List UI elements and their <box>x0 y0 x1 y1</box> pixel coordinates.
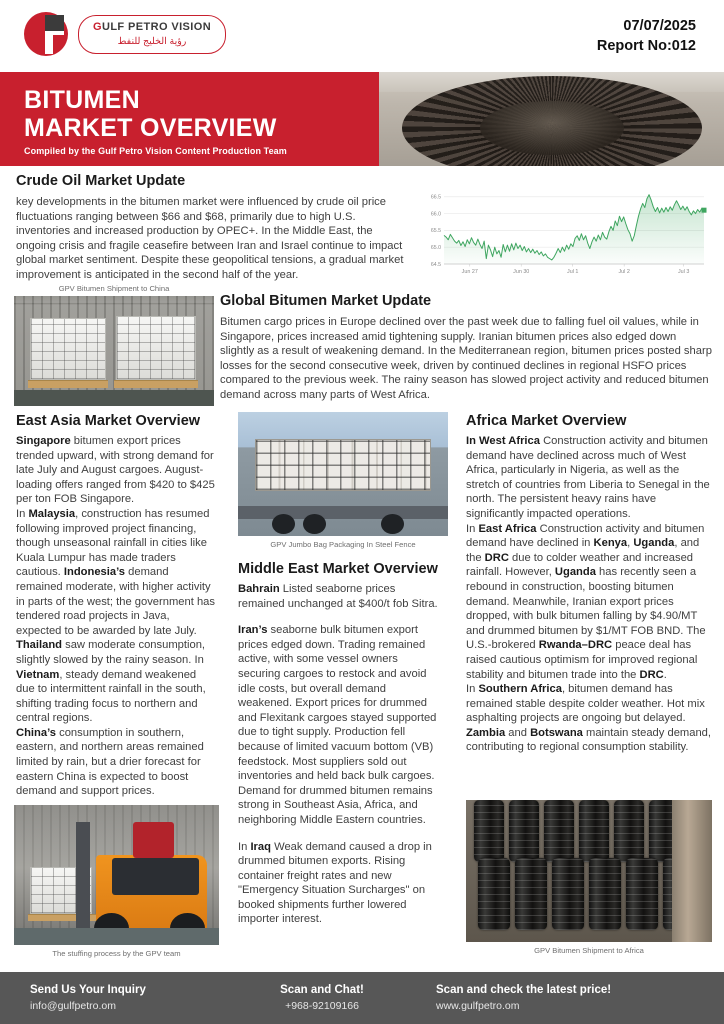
africa-bold-uganda-2: Uganda <box>554 566 596 579</box>
me-lead-iran: Iran’s <box>238 624 268 637</box>
middle-east-body-3 <box>238 840 443 928</box>
svg-text:64.5: 64.5 <box>430 261 441 268</box>
container-wall <box>672 800 712 942</box>
svg-text:Jun 27: Jun 27 <box>461 269 478 275</box>
africa-text-east-c: , and the <box>466 537 700 564</box>
banner-title <box>24 86 277 142</box>
africa-bold-uganda-1: Uganda <box>633 537 675 550</box>
photo-africa-block <box>466 800 712 956</box>
footer-price <box>436 972 656 1024</box>
africa-bold-zambia: Zambia <box>466 726 506 739</box>
global-bitumen-body: Bitumen cargo prices in Europe declined over the past week due to falling fuel oil values, while in Singapore, prices increased amid tightening supply. Iranian bitumen prices also edged down slightly as a result of weakening demand. In the Mediterranean region, bitumen prices posted sharp losses for the second consecutive week, driven by continued declines in regional HSFO prices compared to the previous week. The rainy season has slowed project activity and reduced bitumen demand across many parts of West Africa. <box>220 316 712 401</box>
middle-east-body-2 <box>238 623 443 827</box>
title-banner <box>0 72 724 166</box>
page-header <box>0 0 724 72</box>
report-meta <box>597 16 696 56</box>
africa-bold-drc-2: DRC <box>639 668 664 681</box>
africa-lead-east: East Africa <box>478 522 537 535</box>
east-asia-text-1: bitumen export prices trended upward, with strong demand for late July and August cargoes. August-loading offers ranged from $420 to $425 per ton FOB Singapore. <box>16 435 215 506</box>
bitumen-drum <box>478 858 510 930</box>
africa-text-south-b: and <box>505 726 531 739</box>
africa-text-east-d: due to colder weather and increased rainfall. However, <box>466 551 694 579</box>
middle-east-title: Middle East Market Overview <box>238 561 438 577</box>
africa-text-west: Construction activity and bitumen demand have declined across much of West Africa, particularly in Nigeria, as well as the stretch of countries from Liberia to Senegal in the north. The persistent heavy rains have significantly impacted operations. <box>466 435 710 520</box>
footer-price-url[interactable]: www.gulfpetro.om <box>436 1000 520 1012</box>
svg-text:Jun 30: Jun 30 <box>513 269 530 275</box>
bitumen-drum <box>474 800 504 862</box>
footer-inquiry-email[interactable]: info@gulfpetro.om <box>30 1000 116 1012</box>
report-number: Report No:012 <box>596 38 696 54</box>
africa-bold-rwanda-drc: Rwanda–DRC <box>538 639 613 652</box>
svg-text:Jul 3: Jul 3 <box>677 269 690 275</box>
me-lead-iraq: Iraq <box>250 840 271 853</box>
bitumen-drum <box>544 800 574 862</box>
photo-africa-caption: GPV Bitumen Shipment to Africa <box>534 946 644 955</box>
east-asia-lead-vietnam: Vietnam <box>16 668 60 681</box>
banner-title-line1: BITUMEN <box>24 86 140 114</box>
east-asia-text-5: , steady demand weakened due to intermittent rainfall in the south, shifting trading focus to northern and central regions. <box>16 668 206 725</box>
logo-text-english: GULF PETRO VISION <box>93 20 212 33</box>
bitumen-drum <box>614 800 644 862</box>
east-asia-title: East Asia Market Overview <box>16 413 201 429</box>
banner-subtitle: Compiled by the Gulf Petro Vision Content Production Team <box>24 146 287 156</box>
bitumen-drum <box>579 800 609 862</box>
photo-china-caption: GPV Bitumen Shipment to China <box>58 284 170 293</box>
logo-text-arabic: رؤية الخليج للنفط <box>117 35 187 47</box>
global-bitumen-title: Global Bitumen Market Update <box>220 293 432 309</box>
east-asia-text-2: , construction has resumed following improved project financing, though unseasonal rainfall in cities like Kuala Lumpur has made traders cautious. <box>16 507 210 579</box>
logo-text-box <box>78 15 226 54</box>
banner-title-line2: MARKET OVERVIEW <box>24 114 277 142</box>
east-asia-lead-malaysia: Malaysia <box>28 507 76 520</box>
footer-chat-phone[interactable]: +968-92109166 <box>285 1000 359 1012</box>
africa-text-east-e: has recently seen a rebound in construction, boosting bitumen demand. Meanwhile, Iranian export prices dropped, with bulk bitumen falling by $4.90/MT and drummed bitumen by $1/MT FOB BND. The U.S.-brokered <box>466 566 706 652</box>
page-footer <box>0 972 724 1024</box>
me-text-iran: seaborne bulk bitumen export prices edged down. Trading remained active, with some vessel owners securing cargoes to restock and avoid idle costs, but overall demand weakened. Export prices for drummed and Flexitank cargoes stayed supported due to tight supply. Production fell because of limited vacuum bottom (VB) feedstock. Most suppliers sold out inventories and held back bulk cargoes. Demand for drummed bitumen remains strong in Southeast Asia, Africa, and neighboring Middle Eastern countries. <box>238 624 437 826</box>
africa-lead-south: Southern Africa <box>478 683 562 696</box>
photo-jumbo <box>238 412 448 536</box>
east-asia-text-4: saw moderate consumption, slightly slowed by the rainy season. In <box>16 639 206 666</box>
svg-text:Jul 1: Jul 1 <box>567 269 579 275</box>
crude-oil-title: Crude Oil Market Update <box>16 173 186 189</box>
svg-text:65.0: 65.0 <box>430 244 441 251</box>
africa-bold-botswana: Botswana <box>530 726 583 739</box>
photo-africa <box>466 800 712 942</box>
footer-chat-title: Scan and Chat! <box>280 984 364 996</box>
svg-text:Jul 2: Jul 2 <box>618 269 630 275</box>
price-chart-svg <box>418 180 710 280</box>
africa-text-south-c: maintain steady demand, contributing to regional consumption stability. <box>466 726 712 754</box>
east-asia-lead-thailand: Thailand <box>16 639 62 652</box>
east-asia-lead-china: China’s <box>16 726 56 739</box>
africa-text-south-a: , bitumen demand has remained stable despite colder weather. Hot mix asphalting projects are ongoing but delayed. <box>466 683 705 725</box>
photo-jumbo-caption: GPV Jumbo Bag Packaging In Steel Fence <box>270 540 416 549</box>
footer-chat <box>232 972 412 1024</box>
svg-text:65.5: 65.5 <box>430 228 441 235</box>
bitumen-drum <box>552 858 584 930</box>
photo-stuffing-block <box>14 805 219 959</box>
east-asia-lead-singapore: Singapore <box>16 435 71 447</box>
company-logo <box>24 12 226 56</box>
africa-section <box>466 412 712 755</box>
banner-photo-drums <box>379 72 724 166</box>
bitumen-drum <box>509 800 539 862</box>
east-asia-section <box>16 412 216 799</box>
svg-text:66.5: 66.5 <box>430 194 441 201</box>
photo-jumbo-block <box>238 412 448 550</box>
photo-stuffing <box>14 805 219 945</box>
middle-east-section <box>238 560 443 927</box>
africa-text-east-f: peace deal has raised cautious optimism for improved regional stability and bitumen trade into the <box>466 639 698 681</box>
photo-stuffing-caption: The stuffing process by the GPV team <box>52 949 181 958</box>
report-date: 07/07/2025 <box>623 18 696 34</box>
gpv-logo-icon <box>24 12 68 56</box>
global-bitumen-section <box>220 292 712 403</box>
bitumen-drum <box>589 858 621 930</box>
east-asia-text-3: demand remained moderate, with higher activity in parts of the west; the government has tendered road projects in Java, expected to be awarded by late July. <box>16 566 215 637</box>
africa-text-east-b: , <box>627 537 634 550</box>
bitumen-drum <box>515 858 547 930</box>
africa-body <box>466 434 712 755</box>
africa-title: Africa Market Overview <box>466 413 627 429</box>
africa-pre-east: In <box>466 522 479 535</box>
me-text-bahrain: Listed seaborne prices remained unchanged at $400/t fob Sitra. <box>238 583 438 610</box>
east-asia-pre-2: In <box>16 507 29 520</box>
me-lead-bahrain: Bahrain <box>238 583 280 595</box>
africa-bold-drc-1: DRC <box>484 551 509 564</box>
photo-china <box>14 296 214 406</box>
me-text-iraq: Weak demand caused a drop in drummed bitumen exports. Rising container freight rates and new "Emergency Situation Surcharges" on booked shipments further lowered importer interest. <box>238 840 432 926</box>
photo-china-block <box>14 283 214 406</box>
africa-text-east-g: . <box>663 668 667 681</box>
east-asia-body <box>16 434 216 799</box>
crude-price-chart <box>418 180 710 280</box>
footer-price-title: Scan and check the latest price! <box>436 984 612 996</box>
me-pre-iraq: In <box>238 840 251 853</box>
bitumen-drum <box>626 858 658 930</box>
footer-inquiry <box>30 972 230 1024</box>
east-asia-text-6: consumption in southern, eastern, and northern areas remained limited by rain, but a drier forecast for eastern China is expected to boost demand and support prices. <box>16 726 204 798</box>
svg-text:66.0: 66.0 <box>430 211 441 218</box>
footer-inquiry-title: Send Us Your Inquiry <box>30 984 146 996</box>
africa-lead-west: In West Africa <box>466 435 540 447</box>
crude-oil-body: key developments in the bitumen market were influenced by crude oil price fluctuations ranging between $66 and $68, primarily due to high U.S. inventories and increased production by OPEC+. In the Middle East, the ongoing crisis and fragile ceasefire between Iran and Israel continue to impact global market sentiment. Despite these geopolitical tensions, a gradual market improvement is anticipated in the second half of the year. <box>16 196 404 281</box>
africa-bold-kenya: Kenya <box>593 537 628 550</box>
crude-oil-section <box>16 172 410 283</box>
africa-text-east-a: Construction activity and bitumen demand have declined in <box>466 522 705 550</box>
east-asia-lead-indonesia: Indonesia’s <box>63 566 126 579</box>
africa-pre-south: In <box>466 683 479 696</box>
middle-east-body-1 <box>238 582 443 611</box>
